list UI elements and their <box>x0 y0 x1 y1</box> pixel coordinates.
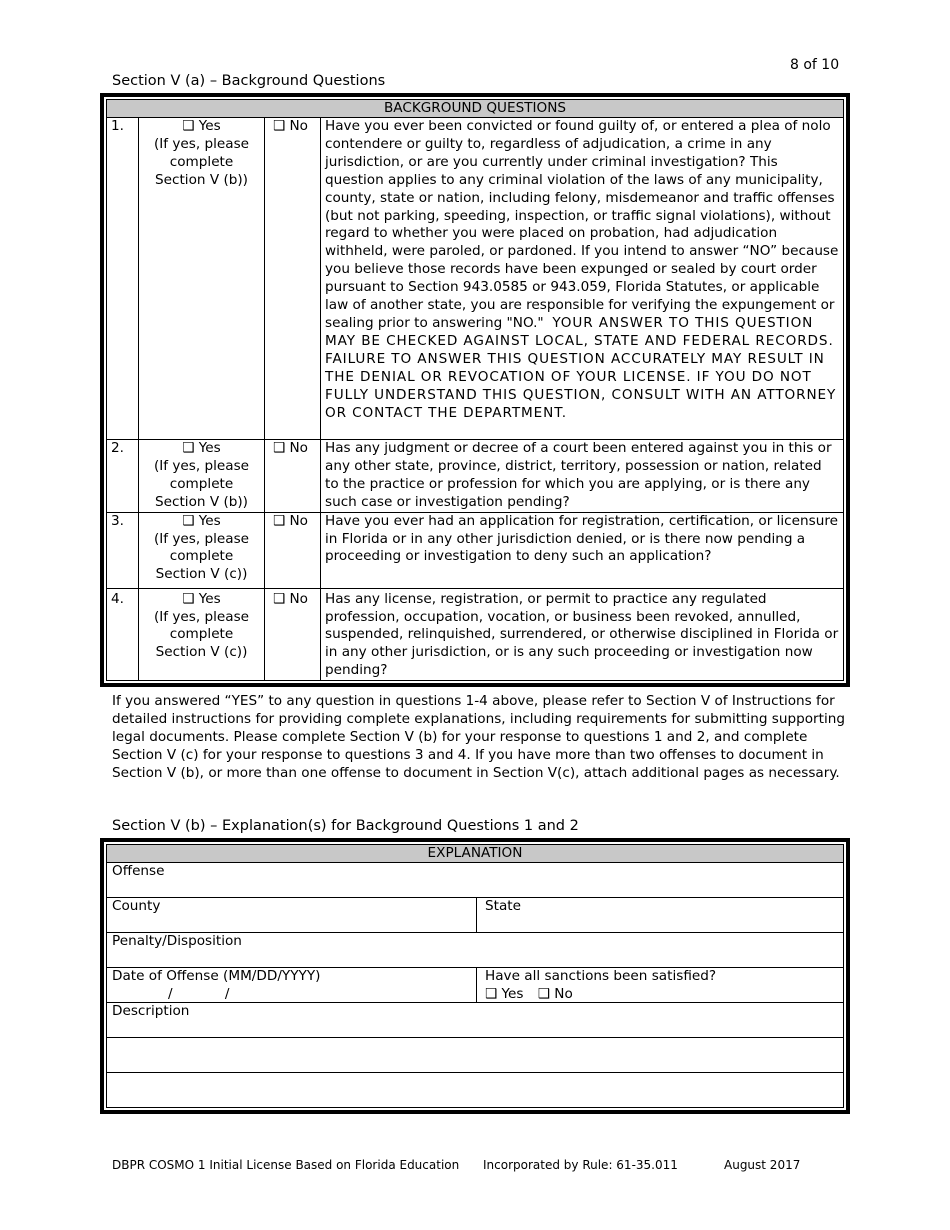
yes-note-line: (If yes, please <box>153 135 250 152</box>
no-checkbox[interactable]: ❑ No <box>265 440 321 513</box>
question-yes-cell <box>139 440 265 513</box>
description-label: Description <box>112 1003 190 1019</box>
offense-label: Offense <box>112 863 165 879</box>
date-separator: / <box>224 985 230 1002</box>
yes-note-line: (If yes, please <box>153 608 250 625</box>
description-line[interactable] <box>107 1038 844 1073</box>
date-separator: / <box>168 985 173 1002</box>
question-text: Have you ever had an application for registration, certification, or licensure in Florida or in any other jurisdiction denied, or is there now pending a proceeding or investigation to deny such an application? <box>321 512 844 588</box>
yes-note-line: Section V (b)) <box>155 171 248 188</box>
question-row <box>107 440 844 513</box>
yes-note-line: complete <box>169 548 234 565</box>
yes-note-line: Section V (c)) <box>155 644 248 661</box>
question-number: 2. <box>107 440 139 513</box>
description-field[interactable] <box>107 1003 844 1038</box>
page-number: 8 of 10 <box>790 57 840 73</box>
footer-form-name: DBPR COSMO 1 Initial License Based on Florida Education <box>112 1158 460 1172</box>
yes-note-line: complete <box>169 153 234 170</box>
yes-checkbox[interactable]: ❑ Yes <box>182 512 221 529</box>
sanctions-no-checkbox[interactable]: ❑ No <box>537 985 573 1002</box>
county-field[interactable] <box>107 898 477 933</box>
date-of-offense-label: Date of Offense (MM/DD/YYYY) <box>112 968 321 984</box>
no-checkbox[interactable]: ❑ No <box>265 512 321 588</box>
question-yes-cell <box>139 118 265 440</box>
section-b-title: Section V (b) – Explanation(s) for Background Questions 1 and 2 <box>112 818 579 834</box>
offense-field[interactable] <box>107 863 844 898</box>
explanation-box <box>100 838 850 1114</box>
question-yes-cell <box>139 512 265 588</box>
yes-note-line: complete <box>169 626 234 643</box>
explanation-header: EXPLANATION <box>107 845 844 863</box>
yes-checkbox[interactable]: ❑ Yes <box>182 118 221 134</box>
sanctions-field <box>477 968 844 1003</box>
county-label: County <box>112 898 161 914</box>
question-row <box>107 118 844 440</box>
yes-checkbox[interactable]: ❑ Yes <box>182 440 221 456</box>
no-checkbox[interactable]: ❑ No <box>265 118 321 440</box>
state-field[interactable] <box>477 898 844 933</box>
explanation-table <box>106 844 844 1108</box>
question-text: Has any license, registration, or permit to practice any regulated profession, occupation, vocation, or business been revoked, annulled, suspended, relinquished, surrendered, or otherwise disciplined in Florida or in any other jurisdiction, or is any such proceeding or investigation now pending? <box>321 588 844 681</box>
yes-note-line: Section V (c)) <box>155 566 248 583</box>
state-label: State <box>485 898 521 914</box>
yes-note-line: (If yes, please <box>153 530 250 547</box>
footer-date: August 2017 <box>724 1158 801 1172</box>
penalty-field[interactable] <box>107 933 844 968</box>
sanctions-label: Have all sanctions been satisfied? <box>485 968 717 984</box>
question-warning-text: YOUR ANSWER TO THIS QUESTION MAY BE CHECKED AGAINST LOCAL, STATE AND FEDERAL RECORDS. FAILURE TO ANSWER THIS QUESTION ACCURATELY MAY RESULT IN THE DENIAL OR REVOCATION OF YOUR LICENSE. IF YOU DO NOT FULLY UNDERSTAND THIS QUESTION, CONSULT WITH AN ATTORNEY OR CONTACT THE DEPARTMENT. <box>325 314 837 421</box>
question-text: Has any judgment or decree of a court been entered against you in this or any other state, province, district, territory, possession or nation, related to the practice or profession for which you are applying, or is there any such case or investigation pending? <box>321 440 844 513</box>
background-questions-table <box>106 99 844 681</box>
question-row <box>107 512 844 588</box>
footer-rule: Incorporated by Rule: 61-35.011 <box>483 1158 678 1172</box>
yes-note-line: (If yes, please <box>153 457 250 474</box>
section-a-title: Section V (a) – Background Questions <box>112 73 386 89</box>
background-questions-header: BACKGROUND QUESTIONS <box>107 100 844 118</box>
description-line[interactable] <box>107 1073 844 1108</box>
question-row <box>107 588 844 681</box>
question-number: 3. <box>107 512 139 588</box>
penalty-label: Penalty/Disposition <box>112 933 242 949</box>
question-text: Have you ever been convicted or found guilty of, or entered a plea of nolo contendere or guilty to, regardless of adjudication, a crime in any jurisdiction, or are you currently under criminal investigation? This question applies to any criminal violation of the laws of any municipality, county, state or nation, including felony, misdemeanor and traffic offenses (but not parking, speeding, inspection, or traffic signal violations), without regard to whether you were placed on probation, had adjudication withheld, were paroled, or pardoned. If you intend to answer “NO” because you believe those records have been expunged or sealed by court order pursuant to Section 943.0585 or 943.059, Florida Statutes, or applicable law of another state, you are responsible for verifying the expungement or sealing prior to answering "NO." <box>325 118 839 331</box>
yes-note-line: complete <box>169 475 234 492</box>
sanctions-yes-checkbox[interactable]: ❑ Yes <box>485 985 524 1002</box>
question-number: 4. <box>107 588 139 681</box>
question-text-cell <box>321 118 844 440</box>
no-checkbox[interactable]: ❑ No <box>265 588 321 681</box>
background-questions-box <box>100 93 850 687</box>
yes-checkbox[interactable]: ❑ Yes <box>182 590 221 607</box>
date-of-offense-field[interactable] <box>107 968 477 1003</box>
instructions-paragraph: If you answered “YES” to any question in questions 1-4 above, please refer to Section V of Instructions for detailed instructions for providing complete explanations, including requirements for submitting supporting legal documents. Please complete Section V (b) for your response to questions 1 and 2, and complete Section V (c) for your response to questions 3 and 4. If you have more than two offenses to document in Section V (b), or more than one offense to document in Section V(c), attach additional pages as necessary. <box>112 693 845 781</box>
question-yes-cell <box>139 588 265 681</box>
yes-note-line: Section V (b)) <box>155 493 248 510</box>
question-number: 1. <box>107 118 139 440</box>
